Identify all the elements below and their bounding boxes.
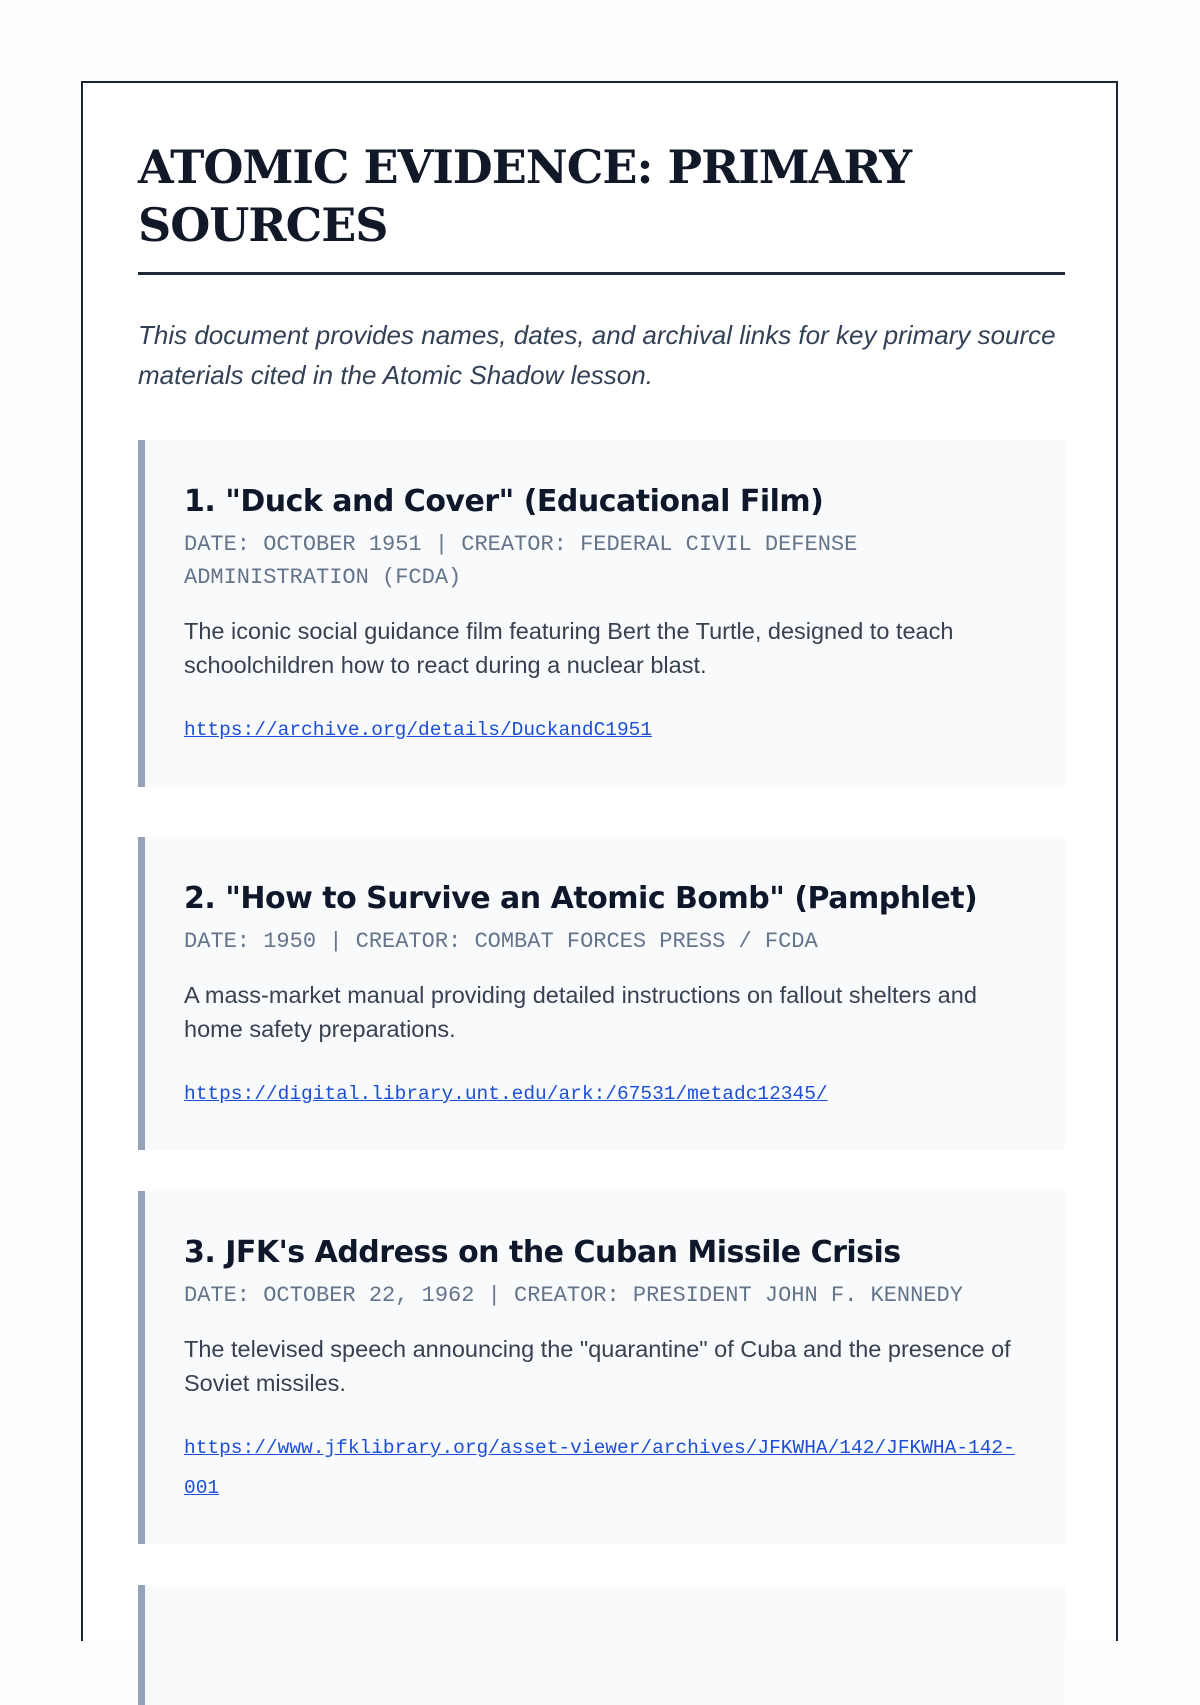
source-description: The iconic social guidance film featuring Bert the Turtle, designed to teach schoolchildren how to react during a nuclear blast. [184,618,954,678]
document-page [81,81,1118,1641]
title-divider [138,272,1065,275]
source-heading: 2. "How to Survive an Atomic Bomb" (Pamphlet) [184,881,978,916]
source-link[interactable]: https://digital.library.unt.edu/ark:/67531/metadc12345/ [184,1083,828,1105]
source-entry-partial [138,1585,1065,1705]
source-entry [138,440,1065,787]
document-intro: This document provides names, dates, and archival links for key primary source materials cited in the Atomic Shadow lesson. [138,320,1056,390]
source-meta: DATE: 1950 | CREATOR: COMBAT FORCES PRESS / FCDA [184,929,818,954]
source-heading: 3. JFK's Address on the Cuban Missile Crisis [184,1235,901,1270]
source-entry [138,837,1065,1150]
source-description: The televised speech announcing the "quarantine" of Cuba and the presence of Soviet missiles. [184,1336,1011,1396]
source-meta: DATE: OCTOBER 22, 1962 | CREATOR: PRESIDENT JOHN F. KENNEDY [184,1283,963,1308]
source-meta: DATE: OCTOBER 1951 | CREATOR: FEDERAL CIVIL DEFENSE ADMINISTRATION (FCDA) [184,532,858,590]
source-link[interactable]: https://archive.org/details/DuckandC1951 [184,719,653,741]
source-heading: 1. "Duck and Cover" (Educational Film) [184,484,824,519]
source-entry [138,1191,1065,1544]
source-description: A mass-market manual providing detailed instructions on fallout shelters and home safety preparations. [184,982,977,1042]
source-link[interactable]: https://www.jfklibrary.org/asset-viewer/archives/JFKWHA/142/JFKWHA-142-001 [184,1437,1015,1499]
document-title: ATOMIC EVIDENCE: PRIMARY SOURCES [138,140,912,252]
